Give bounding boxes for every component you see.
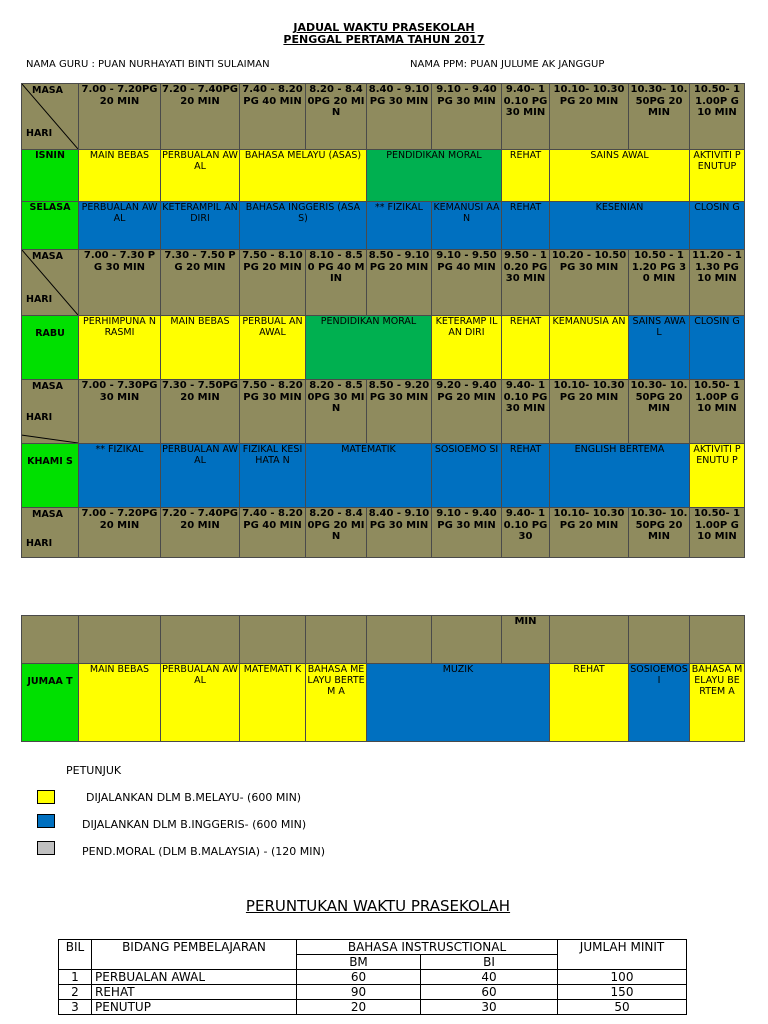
allocation-title: PERUNTUKAN WAKTU PRASEKOLAH — [245, 897, 511, 915]
header-bi: BI — [421, 955, 558, 970]
subject-cell: PENDIDIKAN MORAL — [367, 150, 502, 202]
cell-bil: 2 — [59, 985, 92, 1000]
subject-cell: CLOSIN G — [690, 316, 745, 380]
time-slot: 8.40 - 9.10PG 30 MIN — [367, 508, 432, 558]
time-slot: 8.50 - 9.10 PG 20 MIN — [367, 250, 432, 316]
time-slot: 10.30- 10.50PG 20 MIN — [629, 84, 690, 150]
cell-bidang: PERBUALAN AWAL — [92, 970, 297, 985]
time-slot: 10.10- 10.30PG 20 MIN — [550, 380, 629, 444]
masa-hari-header — [22, 84, 79, 150]
time-slot: 7.30 - 7.50 PG 20 MIN — [161, 250, 240, 316]
time-slot: 8.10 - 8.50 PG 40 MIN — [306, 250, 367, 316]
subject-cell: CLOSIN G — [690, 202, 745, 250]
cell-jumlah: 100 — [558, 970, 687, 985]
time-slot: 10.20 - 10.50 PG 30 MIN — [550, 250, 629, 316]
subject-cell: BAHASA INGGERIS (ASAS) — [240, 202, 367, 250]
subject-cell: MUZIK — [367, 664, 550, 742]
subject-cell: AKTIVITI PENUTUP — [690, 150, 745, 202]
header-bil: BIL — [59, 940, 92, 970]
time-row — [22, 84, 745, 150]
subject-cell: REHAT — [550, 664, 629, 742]
day-label: SELASA — [22, 202, 79, 250]
subject-cell: MAIN BEBAS — [79, 664, 161, 742]
day-row-jumaat — [22, 664, 745, 742]
time-slot: 7.50 - 8.10 PG 20 MIN — [240, 250, 306, 316]
masa-label: MASA — [32, 381, 64, 392]
time-slot: 7.00 - 7.30 PG 30 MIN — [79, 250, 161, 316]
time-slot: 9.10 - 9.40PG 30 MIN — [432, 508, 502, 558]
subject-cell: SAINS AWAL — [629, 316, 690, 380]
subject-cell: MAIN BEBAS — [79, 150, 161, 202]
time-slot: 7.20 - 7.40PG 20 MIN — [161, 508, 240, 558]
time-row — [22, 380, 745, 444]
header-jumlah: JUMLAH MINIT — [558, 940, 687, 970]
time-row — [22, 508, 745, 558]
subject-cell: SAINS AWAL — [550, 150, 690, 202]
time-slot: 7.00 - 7.20PG 20 MIN — [79, 508, 161, 558]
cell-bm: 90 — [297, 985, 421, 1000]
teacher-name: NAMA GURU : PUAN NURHAYATI BINTI SULAIMAN — [26, 59, 270, 70]
cell-bi: 40 — [421, 970, 558, 985]
day-row-khamis — [22, 444, 745, 508]
subject-cell: KETERAMPIL AN DIRI — [161, 202, 240, 250]
time-slot: 9.40- 10.10 PG 30 MIN — [502, 380, 550, 444]
time-slot: 8.20 - 8.40PG 20 MIN — [306, 508, 367, 558]
table-row — [59, 985, 687, 1000]
time-row — [22, 250, 745, 316]
subject-cell: AKTIVITI PENUTU P — [690, 444, 745, 508]
subject-cell: PENDIDIKAN MORAL — [306, 316, 432, 380]
cell-jumlah: 50 — [558, 1000, 687, 1015]
header-bm: BM — [297, 955, 421, 970]
time-slot: 7.40 - 8.20PG 40 MIN — [240, 508, 306, 558]
day-label: ISNIN — [22, 150, 79, 202]
subject-cell: REHAT — [502, 444, 550, 508]
time-slot: 7.40 - 8.20PG 40 MIN — [240, 84, 306, 150]
header-bahasa: BAHASA INSTRUSCTIONAL — [297, 940, 558, 955]
time-slot: 9.40- 10.10 PG 30 MIN — [502, 84, 550, 150]
time-slot: 8.20 - 8.50PG 30 MIN — [306, 380, 367, 444]
subject-cell: BAHASA MELAYU (ASAS) — [240, 150, 367, 202]
time-slot: 10.10- 10.30PG 20 MIN — [550, 84, 629, 150]
subject-cell: BAHASA MELAYU BERTEM A — [306, 664, 367, 742]
time-slot: 9.20 - 9.40PG 20 MIN — [432, 380, 502, 444]
time-slot: 10.50- 11.00P G 10 MIN — [690, 380, 745, 444]
cell-bi: 60 — [421, 985, 558, 1000]
cell-bi: 30 — [421, 1000, 558, 1015]
subject-cell: KEMANUSI AAN — [432, 202, 502, 250]
day-row-rabu — [22, 316, 745, 380]
cell-bidang: PENUTUP — [92, 1000, 297, 1015]
subject-cell: SOSIOEMOSI — [629, 664, 690, 742]
cell-jumlah: 150 — [558, 985, 687, 1000]
hari-label: HARI — [26, 294, 53, 305]
subject-cell: ** FIZIKAL — [367, 202, 432, 250]
subject-cell: PERBUALAN AWAL — [161, 444, 240, 508]
time-slot: 9.50 - 10.20 PG 30 MIN — [502, 250, 550, 316]
time-slot: 7.30 - 7.50PG 20 MIN — [161, 380, 240, 444]
subject-cell: FIZIKAL KESIHATA N — [240, 444, 306, 508]
legend-swatch — [37, 841, 55, 855]
day-row-selasa — [22, 202, 745, 250]
time-slot: 8.50 - 9.20PG 30 MIN — [367, 380, 432, 444]
time-slot: 7.50 - 8.20PG 30 MIN — [240, 380, 306, 444]
time-row-continued — [22, 616, 745, 664]
timetable — [21, 83, 745, 558]
time-slot: 7.00 - 7.30PG 30 MIN — [79, 380, 161, 444]
subject-cell: PERBUALAN AWAL — [161, 150, 240, 202]
time-slot: 10.30- 10.50PG 20 MIN — [629, 508, 690, 558]
table-row — [59, 1000, 687, 1015]
hari-label: HARI — [26, 538, 53, 549]
masa-hari-header — [22, 508, 79, 558]
time-slot: 9.40- 10.10 PG 30 — [502, 508, 550, 558]
allocation-table — [58, 939, 687, 1015]
masa-hari-header — [22, 380, 79, 444]
subject-cell: REHAT — [502, 316, 550, 380]
time-slot: 7.00 - 7.20PG 20 MIN — [79, 84, 161, 150]
time-slot: 8.20 - 8.40PG 20 MIN — [306, 84, 367, 150]
legend-swatch — [37, 814, 55, 828]
table-row — [59, 970, 687, 985]
subject-cell: ** FIZIKAL — [79, 444, 161, 508]
time-slot: 10.50- 11.00P G 10 MIN — [690, 508, 745, 558]
legend-item: DIJALANKAN DLM B.MELAYU- (600 MIN) — [86, 791, 302, 804]
time-slot: 10.30- 10.50PG 20 MIN — [629, 380, 690, 444]
cell-bil: 3 — [59, 1000, 92, 1015]
masa-hari-header — [22, 250, 79, 316]
cell-bil: 1 — [59, 970, 92, 985]
masa-label: MASA — [32, 509, 64, 520]
legend-item: PEND.MORAL (DLM B.MALAYSIA) - (120 MIN) — [82, 845, 326, 858]
subject-cell: PERBUALAN AWAL — [161, 664, 240, 742]
masa-label: MASA — [32, 251, 64, 262]
cell-bm: 60 — [297, 970, 421, 985]
timetable-continued — [21, 615, 745, 742]
legend-item: DIJALANKAN DLM B.INGGERIS- (600 MIN) — [82, 818, 307, 831]
masa-label: MASA — [32, 85, 64, 96]
subject-cell: PERBUAL AN AWAL — [240, 316, 306, 380]
cell-bm: 20 — [297, 1000, 421, 1015]
day-label: KHAMI S — [22, 444, 79, 508]
subject-cell: ENGLISH BERTEMA — [550, 444, 690, 508]
subject-cell: BAHASA MELAYU BERTEM A — [690, 664, 745, 742]
subject-cell: PERHIMPUNA N RASMI — [79, 316, 161, 380]
subject-cell: REHAT — [502, 202, 550, 250]
time-slot: 7.20 - 7.40PG 20 MIN — [161, 84, 240, 150]
hari-label: HARI — [26, 128, 53, 139]
legend-heading: PETUNJUK — [66, 764, 122, 777]
subject-cell: PERBUALAN AWAL — [79, 202, 161, 250]
page-title: JADUAL WAKTU PRASEKOLAH — [293, 21, 475, 34]
day-row-isnin — [22, 150, 745, 202]
subject-cell: REHAT — [502, 150, 550, 202]
ppm-name: NAMA PPM: PUAN JULUME AK JANGGUP — [410, 59, 605, 70]
time-slot: 10.10- 10.30PG 20 MIN — [550, 508, 629, 558]
subject-cell: KEMANUSIA AN — [550, 316, 629, 380]
time-slot: 9.10 - 9.40PG 30 MIN — [432, 84, 502, 150]
time-slot: 10.50- 11.00P G 10 MIN — [690, 84, 745, 150]
time-slot: 9.10 - 9.50 PG 40 MIN — [432, 250, 502, 316]
legend-swatch — [37, 790, 55, 804]
hari-label: HARI — [26, 412, 53, 423]
cell-bidang: REHAT — [92, 985, 297, 1000]
subject-cell: MAIN BEBAS — [161, 316, 240, 380]
day-label: RABU — [22, 316, 79, 380]
time-slot: 8.40 - 9.10PG 30 MIN — [367, 84, 432, 150]
subject-cell: SOSIOEMO SI — [432, 444, 502, 508]
subject-cell: KESENIAN — [550, 202, 690, 250]
page-subtitle: PENGGAL PERTAMA TAHUN 2017 — [283, 33, 485, 46]
subject-cell: KETERAMP ILAN DIRI — [432, 316, 502, 380]
time-slot: 11.20 - 11.30 PG 10 MIN — [690, 250, 745, 316]
header-bidang: BIDANG PEMBELAJARAN — [92, 940, 297, 970]
subject-cell: MATEMATIK — [306, 444, 432, 508]
subject-cell: MATEMATI K — [240, 664, 306, 742]
time-slot: MIN — [502, 616, 550, 664]
day-label: JUMAA T — [22, 664, 79, 742]
time-slot: 10.50 - 11.20 PG 30 MIN — [629, 250, 690, 316]
